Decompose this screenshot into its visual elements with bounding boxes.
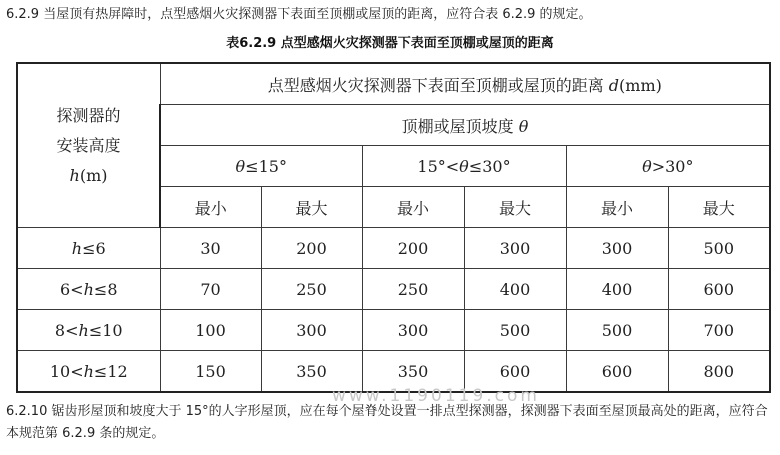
slope-range-1-post: ≤15° — [245, 156, 287, 176]
height-range-post: ≤12 — [93, 361, 128, 381]
value-cell: 300 — [362, 310, 464, 351]
distance-variable: d — [608, 75, 620, 95]
value-cell: 700 — [668, 310, 770, 351]
value-cell: 500 — [464, 310, 566, 351]
height-range-cell — [17, 269, 160, 310]
value-cell: 600 — [668, 269, 770, 310]
header-row-distance — [17, 63, 770, 105]
value-cell: 150 — [160, 351, 261, 393]
mount-height-header-line2: 安装高度 — [56, 135, 121, 155]
table-caption: 表6.2.9 点型感烟火灾探测器下表面至顶棚或屋顶的距离 — [226, 36, 554, 51]
slope-range-2-post: ≤30° — [468, 156, 511, 176]
value-cell: 400 — [464, 269, 566, 310]
slope-range-1 — [160, 146, 362, 187]
height-range-var: h — [83, 361, 94, 381]
value-cell: 500 — [566, 310, 668, 351]
value-cell: 70 — [160, 269, 261, 310]
slope-range-2-var: θ — [459, 156, 469, 176]
value-cell: 200 — [362, 228, 464, 269]
height-range-var: h — [71, 238, 83, 258]
slope-range-3-post: >30° — [651, 156, 694, 176]
height-range-post: ≤6 — [82, 238, 106, 258]
value-cell: 30 — [160, 228, 261, 269]
height-range-pre: 6< — [60, 279, 84, 299]
height-range-cell — [17, 351, 160, 393]
value-cell: 350 — [261, 351, 362, 393]
slope-header-text: 顶棚或屋顶坡度 — [401, 116, 519, 136]
height-range-post: ≤10 — [88, 320, 123, 340]
min-header: 最小 — [160, 187, 261, 228]
table-row — [17, 228, 770, 269]
height-range-cell — [17, 228, 160, 269]
spec-table — [16, 62, 771, 393]
slope-header — [160, 105, 770, 146]
distance-header — [160, 63, 770, 105]
slope-range-3-var: θ — [642, 156, 652, 176]
value-cell: 200 — [261, 228, 362, 269]
min-header: 最小 — [566, 187, 668, 228]
mount-height-header-line1: 探测器的 — [56, 105, 121, 125]
value-cell: 500 — [668, 228, 770, 269]
value-cell: 600 — [464, 351, 566, 393]
slope-range-3 — [566, 146, 770, 187]
distance-unit: (mm) — [619, 75, 662, 95]
min-header: 最小 — [362, 187, 464, 228]
value-cell: 400 — [566, 269, 668, 310]
table-row — [17, 269, 770, 310]
value-cell: 300 — [464, 228, 566, 269]
max-header: 最大 — [261, 187, 362, 228]
height-range-pre: 10< — [49, 361, 84, 381]
value-cell: 300 — [566, 228, 668, 269]
max-header: 最大 — [668, 187, 770, 228]
value-cell: 350 — [362, 351, 464, 393]
mount-height-header — [17, 63, 160, 228]
slope-range-2-pre: 15°< — [417, 156, 460, 176]
height-variable: h — [69, 165, 80, 185]
height-range-var: h — [78, 320, 89, 340]
value-cell: 600 — [566, 351, 668, 393]
clause-6-2-10-text: 6.2.10 锯齿形屋顶和坡度大于 15°的人字形屋顶，应在每个屋脊处设置一排点型探测器，探测器下表面至屋顶最高处的距离，应符合本规范第 6.2.9 条的规定。 — [6, 404, 768, 441]
distance-header-text: 点型感烟火灾探测器下表面至顶棚或屋顶的距离 — [267, 75, 609, 95]
height-range-cell — [17, 310, 160, 351]
value-cell: 100 — [160, 310, 261, 351]
value-cell: 800 — [668, 351, 770, 393]
height-unit: (m) — [79, 165, 108, 185]
max-header: 最大 — [464, 187, 566, 228]
clause-6-2-9-text: 6.2.9 当屋顶有热屏障时，点型感烟火灾探测器下表面至顶棚或屋顶的距离，应符合表 6.2.9 的规定。 — [6, 7, 592, 22]
value-cell: 250 — [362, 269, 464, 310]
site-watermark: www.1190119.com — [332, 386, 540, 406]
height-range-post: ≤8 — [93, 279, 118, 299]
value-cell: 300 — [261, 310, 362, 351]
value-cell: 250 — [261, 269, 362, 310]
height-range-var: h — [83, 279, 94, 299]
slope-range-1-var: θ — [235, 156, 246, 176]
height-range-pre: 8< — [54, 320, 79, 340]
slope-variable: θ — [518, 116, 529, 136]
slope-range-2 — [362, 146, 566, 187]
table-row — [17, 310, 770, 351]
